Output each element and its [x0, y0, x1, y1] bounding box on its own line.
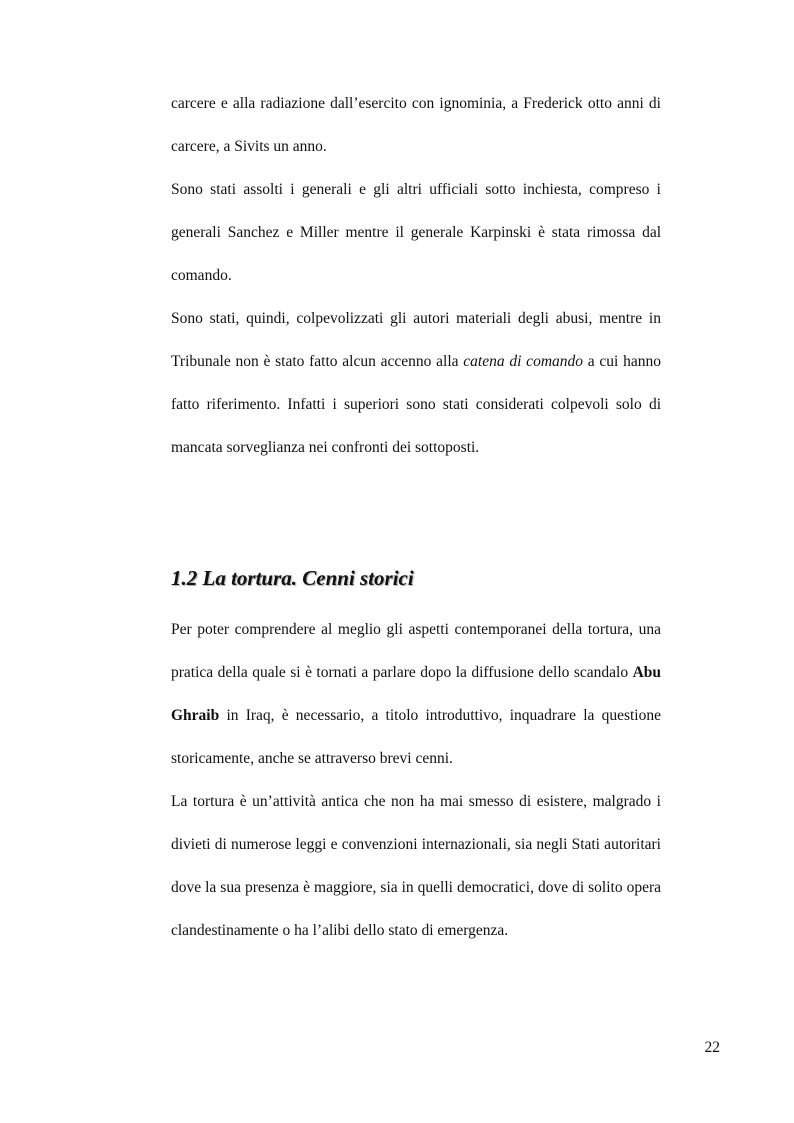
italic-term-chain-of-command: catena di comando: [463, 353, 584, 370]
paragraph-text: Per poter comprendere al meglio gli aspetti contemporanei della tortura, una pratica della quale si è tornati a parlare dopo la diffusione dello scandalo: [171, 621, 661, 681]
paragraph-text: in Iraq, è necessario, a titolo introduttivo, inquadrare la questione storicamente, anche se attraverso brevi cenni.: [171, 707, 661, 767]
paragraph-text: a cui hanno fatto riferimento. Infatti i superiori sono stati considerati colpevoli solo di mancata sorveglianza nei confronti dei sottoposti.: [171, 353, 661, 456]
bold-term-abu-ghraib: Abu Ghraib: [171, 664, 661, 724]
page-number: 22: [704, 1039, 720, 1056]
paragraph-chain-of-command: [171, 297, 661, 469]
paragraph-text: Sono stati, quindi, colpevolizzati gli autori materiali degli abusi, mentre in Tribunale non è stato fatto alcun accenno alla: [171, 310, 661, 370]
body-text-block-2: [171, 608, 661, 952]
section-heading: 1.2 La tortura. Cenni storici: [171, 566, 414, 590]
body-text-block-1: [171, 82, 661, 469]
paragraph-sentences: carcere e alla radiazione dall’esercito con ignominia, a Frederick otto anni di carcere, a Sivits un anno.: [171, 95, 661, 155]
paragraph-introduction: [171, 608, 661, 780]
paragraph-acquittals: Sono stati assolti i generali e gli altri ufficiali sotto inchiesta, compreso i generali Sanchez e Miller mentre il generale Karpinski è stata rimossa dal comando.: [171, 181, 661, 284]
paragraph-ancient-practice: La tortura è un’attività antica che non ha mai smesso di esistere, malgrado i divieti di numerose leggi e convenzioni internazionali, sia negli Stati autoritari dove la sua presenza è maggiore, sia in quelli democratici, dove di solito opera clandestinamente o ha l’alibi dello stato di emergenza.: [171, 793, 661, 939]
